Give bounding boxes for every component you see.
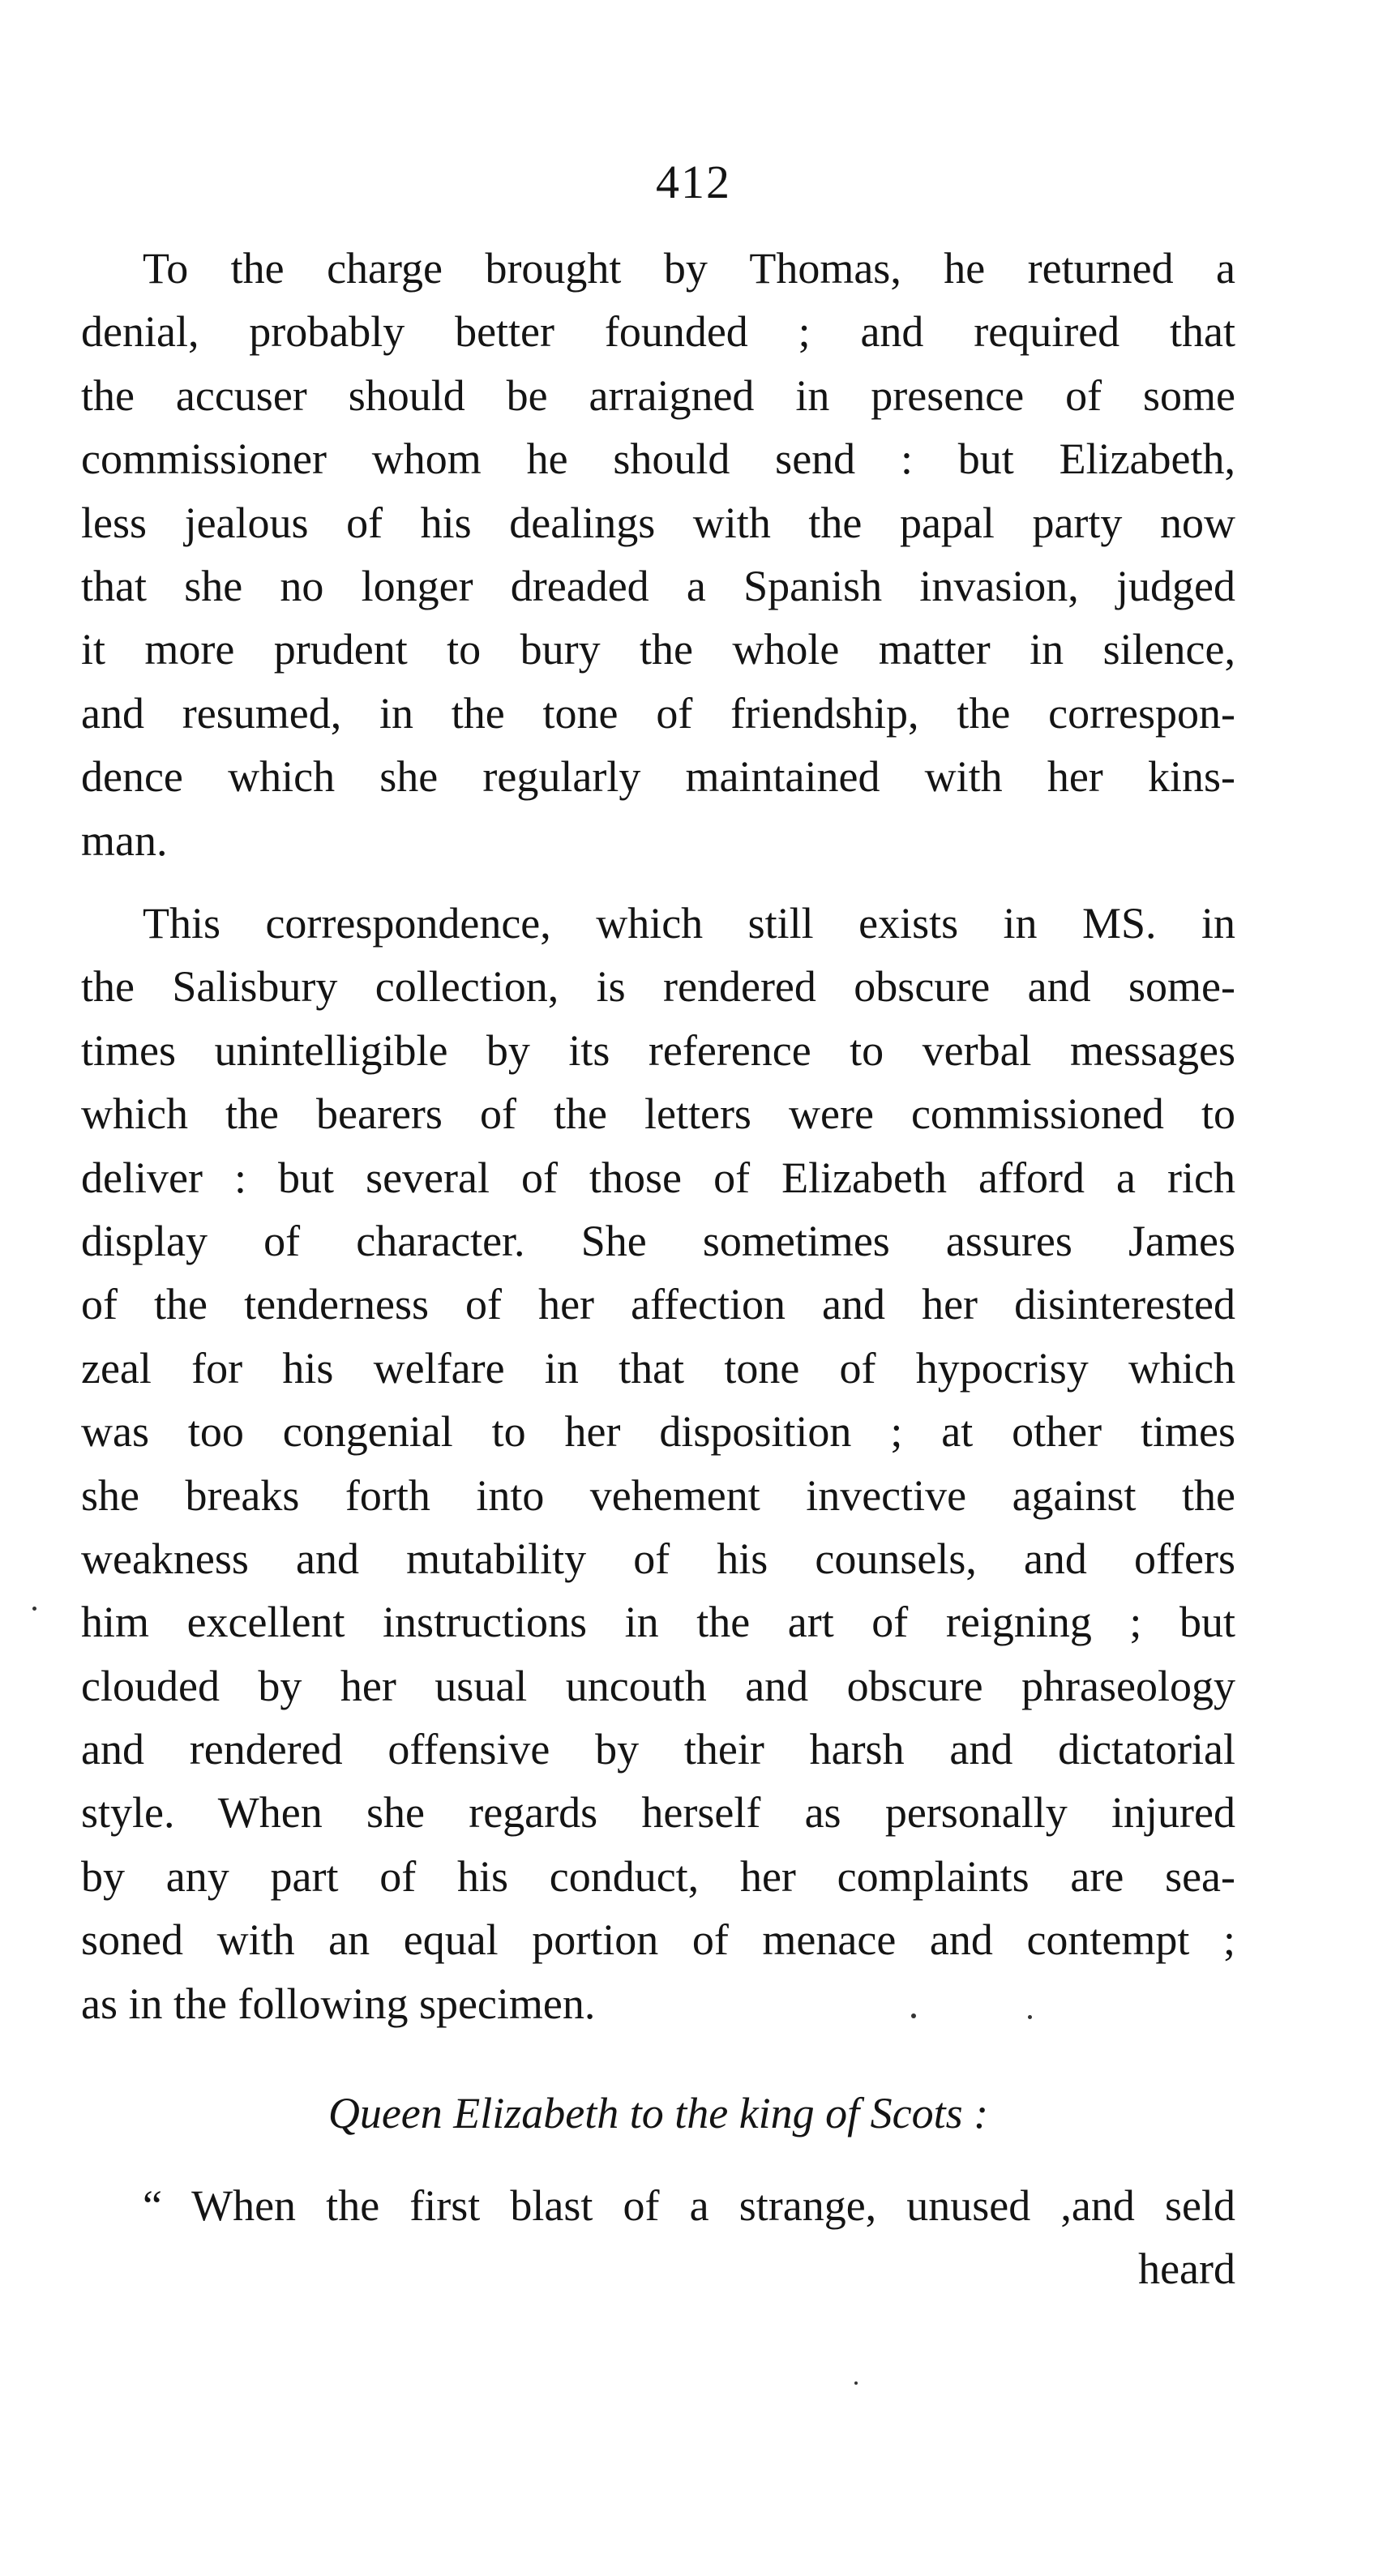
letter-heading-text: Queen Elizabeth to the king of Scots : (327, 2089, 989, 2137)
text-line: him excellent instructions in the art of reigning ; but (81, 1598, 1235, 1647)
text-line: commissioner whom he should send : but Elizabeth, (81, 434, 1235, 484)
text-line: weakness and mutability of his counsels, and offers (81, 1534, 1235, 1583)
scan-speck (911, 2013, 916, 2018)
text-line: it more prudent to bury the whole matter in silence, (81, 625, 1235, 674)
text-line: dence which she regularly maintained with her kins- (81, 752, 1235, 802)
text-line: the Salisbury collection, is rendered obscure and some- (81, 962, 1235, 1012)
scan-speck (32, 1607, 36, 1611)
text-line: by any part of his conduct, her complaints are sea- (81, 1851, 1235, 1901)
text-line: was too congenial to her disposition ; at other times (81, 1407, 1235, 1457)
text-line: as in the following specimen. (81, 1979, 596, 2028)
text-line: the accuser should be arraigned in presence of some (81, 370, 1235, 420)
text-line: This correspondence, which still exists in MS. in (143, 899, 1235, 948)
text-line: she breaks forth into vehement invective against the (81, 1470, 1235, 1520)
text-line: of the tenderness of her affection and her disinterested (81, 1280, 1235, 1329)
letter-heading (81, 2082, 1235, 2145)
text-line: denial, probably better founded ; and required that (81, 307, 1235, 357)
text-line: and resumed, in the tone of friendship, the correspon- (81, 688, 1235, 738)
text-line: times unintelligible by its reference to verbal messages (81, 1025, 1235, 1075)
scan-speck (854, 2381, 858, 2385)
text-line: clouded by her usual uncouth and obscure phraseology (81, 1661, 1235, 1710)
paragraph-1 (81, 237, 1235, 872)
letter-opening (81, 2174, 1235, 2301)
scan-speck (1028, 2015, 1032, 2019)
letter-line: “ When the first blast of a strange, unused ,and seld (143, 2181, 1235, 2230)
text-line: and rendered offensive by their harsh and dictatorial (81, 1725, 1235, 1774)
text-line: soned with an equal portion of menace and contempt ; (81, 1915, 1235, 1965)
text-line: which the bearers of the letters were commissioned to (81, 1089, 1235, 1139)
text-line: display of character. She sometimes assures James (81, 1216, 1235, 1265)
catchword: heard (1138, 2244, 1235, 2294)
paragraph-2 (81, 892, 1235, 2035)
text-line: less jealous of his dealings with the papal party now (81, 498, 1235, 547)
text-line: To the charge brought by Thomas, he returned a (143, 244, 1235, 293)
text-line: zeal for his welfare in that tone of hypocrisy which (81, 1343, 1235, 1393)
text-line: style. When she regards herself as personally injured (81, 1788, 1235, 1838)
text-line: that she no longer dreaded a Spanish invasion, judged (81, 561, 1235, 610)
text-line: man. (81, 815, 168, 865)
page-number: 412 (656, 156, 731, 208)
text-line: deliver : but several of those of Elizabeth afford a rich (81, 1153, 1235, 1202)
